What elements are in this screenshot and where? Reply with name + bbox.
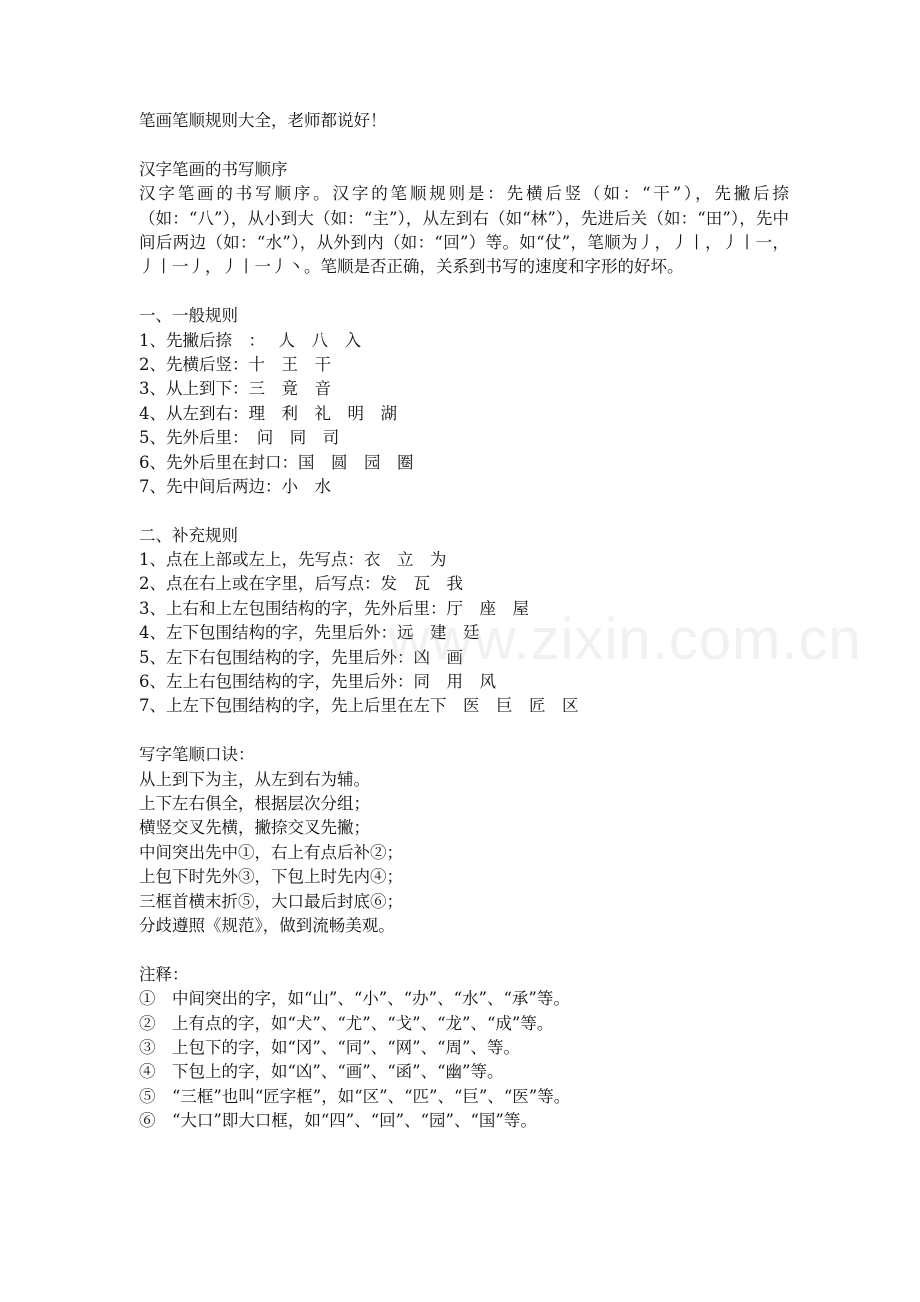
note-item: ④ 下包上的字，如“凶”、“画”、“函”、“幽”等。 xyxy=(139,1062,504,1082)
mnemonic-line: 中间突出先中①，右上有点后补②； xyxy=(139,842,403,862)
general-rule-item: 7、先中间后两边：小 水 xyxy=(139,476,331,496)
intro-paragraph: 汉字笔画的书写顺序。汉字的笔顺规则是：先横后竖（如：“干”），先撇后捺（如：“八”），从小到大（如：“主”），从左到右（如“林”），先进后关（如：“田”），先中间后两边（如：“水”），从外到内（如：“回”）等。如“仗”，笔顺为丿，丿丨，丿丨一，丿丨一丿，丿丨一丿丶。笔顺是否正确，关系到书写的速度和字形的好坏。 xyxy=(139,184,789,277)
general-rule-item: 3、从上到下：三 竟 音 xyxy=(139,379,331,399)
note-item: ⑤ “三框”也叫“匠字框”，如“区”、“匹”、“巨”、“医”等。 xyxy=(139,1086,571,1106)
mnemonic-line: 横竖交叉先横，撇捺交叉先撇； xyxy=(139,818,370,838)
general-rule-item: 6、先外后里在封口：国 圆 园 圈 xyxy=(139,452,414,472)
intro-heading: 汉字笔画的书写顺序 xyxy=(139,159,288,179)
supplementary-rule-item: 6、左上右包围结构的字，先里后外：同 用 风 xyxy=(139,672,496,692)
mnemonic-line: 分歧遵照《规范》，做到流畅美观。 xyxy=(139,915,395,935)
watermark: www.zixin.com.cn xyxy=(388,607,862,672)
mnemonic-line: 三框首横末折⑤，大口最后封底⑥； xyxy=(139,891,403,911)
supplementary-rule-item: 4、左下包围结构的字，先里后外：远 建 廷 xyxy=(139,623,480,643)
mnemonic-line: 从上到下为主，从左到右为辅。 xyxy=(139,769,370,789)
supplementary-rule-item: 3、上右和上左包围结构的字，先外后里：厅 座 屋 xyxy=(139,598,529,618)
general-rule-item: 1、先撇后捺 ： 人 八 入 xyxy=(139,330,361,350)
supplementary-rules-heading: 二、补充规则 xyxy=(139,525,238,545)
document-page xyxy=(139,109,789,1133)
note-item: ⑥ “大口”即大口框，如“四”、“回”、“园”、“国”等。 xyxy=(139,1111,537,1131)
mnemonic-heading: 写字笔顺口诀： xyxy=(139,745,255,765)
supplementary-rule-item: 1、点在上部或左上，先写点：衣 立 为 xyxy=(139,550,447,570)
supplementary-rule-item: 7、上左下包围结构的字，先上后里在左下 医 巨 匠 区 xyxy=(139,696,579,716)
note-item: ③ 上包下的字，如“冈”、“同”、“网”、“周”、等。 xyxy=(139,1037,520,1057)
note-item: ② 上有点的字，如“犬”、“尤”、“戈”、“龙”、“成”等。 xyxy=(139,1013,554,1033)
notes-heading: 注释： xyxy=(139,964,189,984)
document-title: 笔画笔顺规则大全，老师都说好！ xyxy=(139,111,387,130)
supplementary-rule-item: 2、点在右上或在字里，后写点：发 瓦 我 xyxy=(139,574,463,594)
general-rule-item: 4、从左到右：理 利 礼 明 湖 xyxy=(139,403,397,423)
note-item: ① 中间突出的字，如“山”、“小”、“办”、“水”、“承”等。 xyxy=(139,989,570,1009)
general-rule-item: 2、先横后竖：十 王 干 xyxy=(139,354,331,374)
mnemonic-line: 上包下时先外③，下包上时先内④； xyxy=(139,867,403,887)
supplementary-rule-item: 5、左下右包围结构的字，先里后外：凶 画 xyxy=(139,647,463,667)
mnemonic-line: 上下左右俱全，根据层次分组； xyxy=(139,794,370,813)
general-rules-heading: 一、一般规则 xyxy=(139,306,238,326)
general-rule-item: 5、先外后里： 问 同 司 xyxy=(139,428,340,448)
